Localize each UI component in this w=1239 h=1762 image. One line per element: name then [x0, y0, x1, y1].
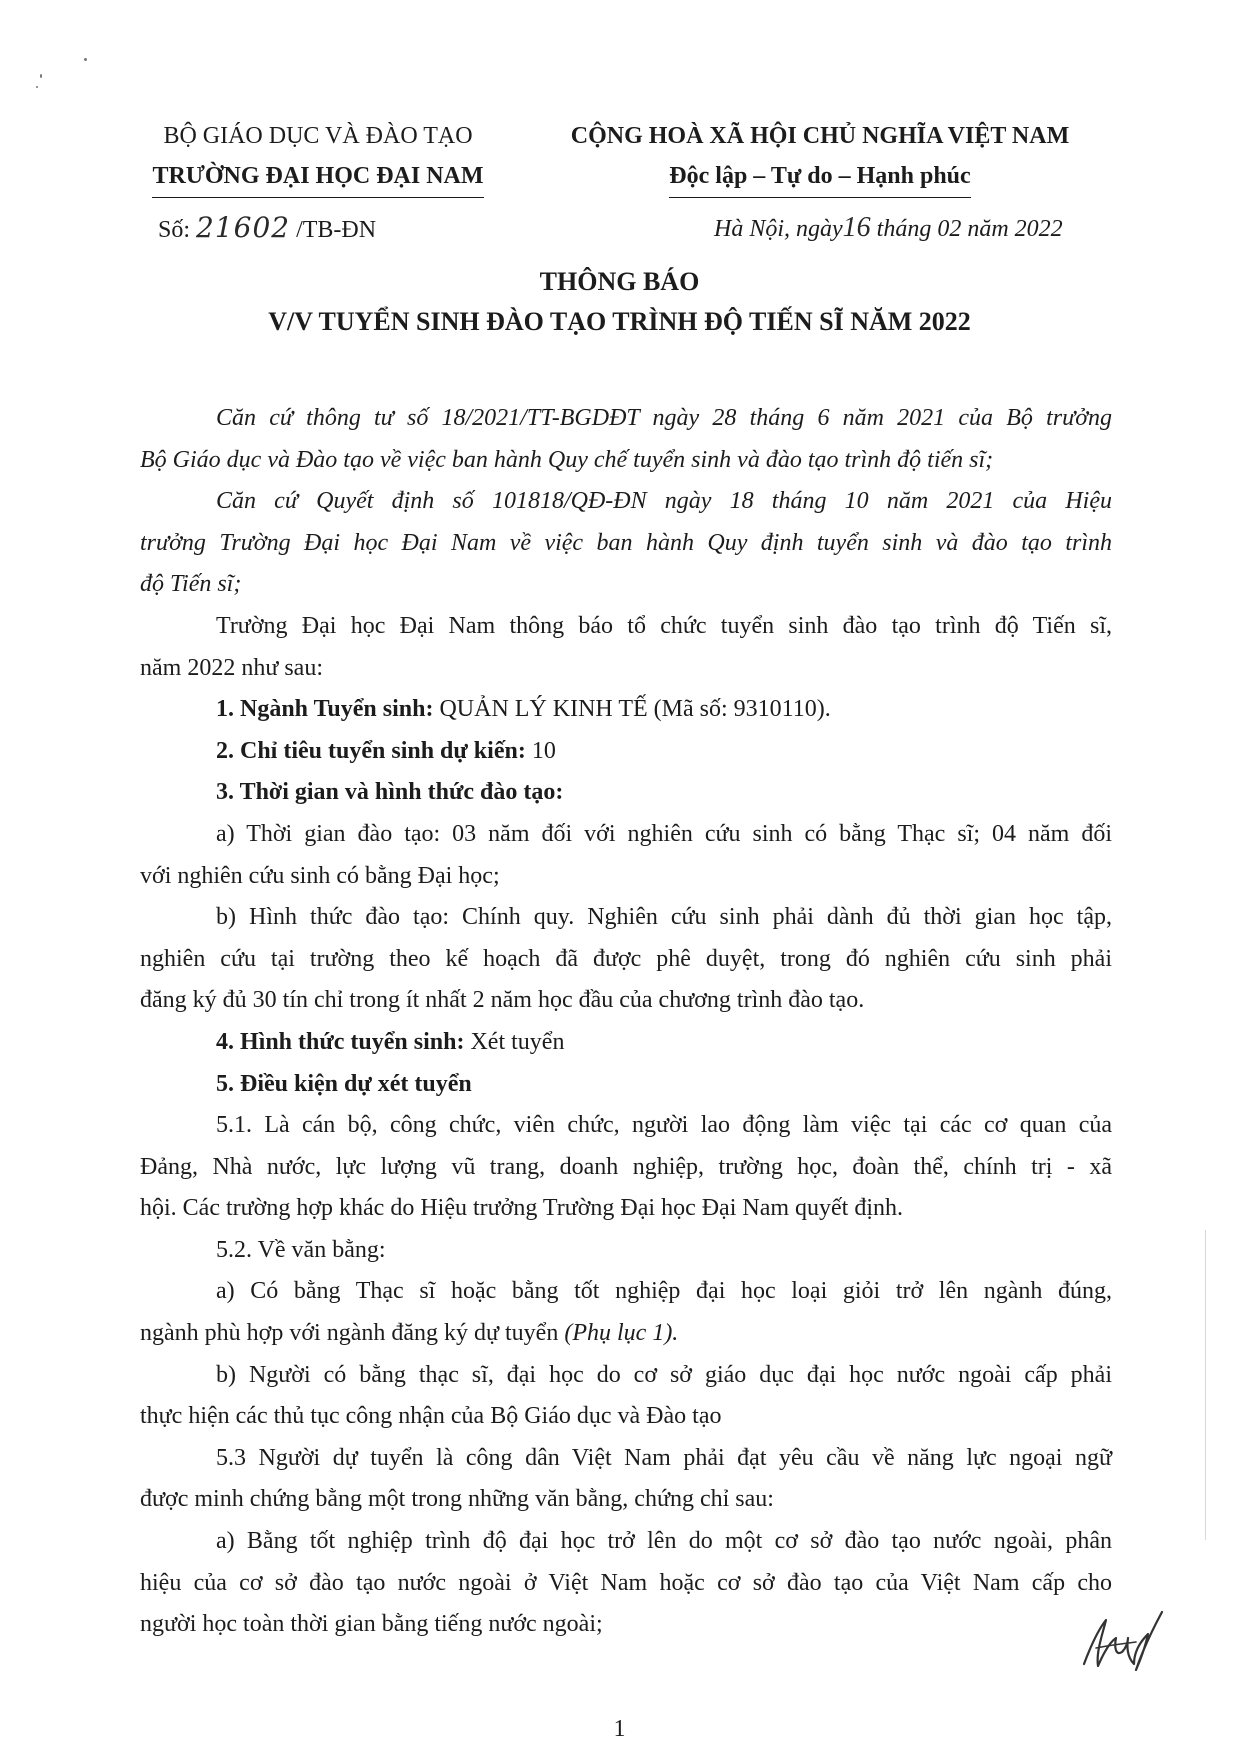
date-prefix: Hà Nội, ngày: [714, 216, 843, 242]
scan-speck: [40, 74, 42, 78]
body-line: người học toàn thời gian bằng tiếng nước ngoài;: [140, 1611, 603, 1638]
body-line: 5.2. Về văn bằng:: [216, 1236, 386, 1263]
body-text: ngành phù hợp với ngành đăng ký dự tuyển: [140, 1320, 565, 1347]
announcement-line: Trường Đại học Đại Nam thông báo tổ chức tuyển sinh đào tạo trình độ Tiến sĩ,: [216, 612, 1112, 639]
document-number: [158, 208, 376, 250]
body-line: được minh chứng bằng một trong những văn bằng, chứng chỉ sau:: [140, 1486, 774, 1513]
section-2: [140, 731, 1112, 773]
section-1-label: 1. Ngành Tuyển sinh:: [216, 696, 434, 723]
body-line: thực hiện các thủ tục công nhận của Bộ Giáo dục và Đào tạo: [140, 1403, 722, 1430]
document-number-suffix: /TB-ĐN: [290, 217, 377, 243]
handwritten-number: 21602: [196, 211, 291, 244]
body-line: [140, 1313, 1112, 1355]
country-name: CỘNG HOÀ XÃ HỘI CHỦ NGHĨA VIỆT NAM: [570, 123, 1070, 149]
section-3-label: 3. Thời gian và hình thức đào tạo:: [216, 779, 564, 806]
section-4-text: Xét tuyển: [464, 1028, 565, 1055]
section-4: [140, 1022, 1112, 1064]
document-title: THÔNG BÁO: [539, 267, 700, 296]
body-line: đăng ký đủ 30 tín chỉ trong ít nhất 2 năm học đầu của chương trình đào tạo.: [140, 987, 865, 1014]
document-number-prefix: Số:: [158, 217, 191, 243]
body-line: 5.1. Là cán bộ, công chức, viên chức, người lao động làm việc tại các cơ quan của: [216, 1112, 1112, 1139]
body-line: 5.3 Người dự tuyển là công dân Việt Nam phải đạt yêu cầu về năng lực ngoại ngữ: [216, 1444, 1112, 1471]
page-number: 1: [613, 1716, 626, 1742]
body-line: hội. Các trường hợp khác do Hiệu trưởng Trường Đại học Đại Nam quyết định.: [140, 1195, 904, 1222]
section-2-text: 10: [525, 737, 556, 764]
scan-speck: [36, 86, 38, 88]
body-line: a) Thời gian đào tạo: 03 năm đối với nghiên cứu sinh có bằng Thạc sĩ; 04 năm đối: [216, 820, 1112, 847]
scan-edge-line: [1205, 1230, 1206, 1540]
preamble-line: Căn cứ Quyết định số 101818/QĐ-ĐN ngày 18 tháng 10 năm 2021 của Hiệu: [216, 488, 1112, 515]
section-2-label: 2. Chỉ tiêu tuyển sinh dự kiến:: [216, 737, 526, 764]
section-4-label: 4. Hình thức tuyển sinh:: [216, 1028, 465, 1055]
issue-date: [714, 208, 1063, 249]
national-heading: [540, 116, 1100, 198]
date-suffix: tháng 02 năm 2022: [870, 216, 1063, 242]
section-1: [140, 689, 1112, 731]
body-line: hiệu của cơ sở đào tạo nước ngoài ở Việt Nam hoặc cơ sở đào tạo của Việt Nam cấp cho: [140, 1569, 1112, 1596]
section-1-text: QUẢN LÝ KINH TẾ (Mã số: 9310110).: [433, 696, 831, 723]
section-3: [140, 772, 1112, 814]
handwritten-day: 16: [842, 212, 871, 243]
body-line: a) Bằng tốt nghiệp trình độ đại học trở lên do một cơ sở đào tạo nước ngoài, phân: [216, 1528, 1112, 1555]
school-name: TRƯỜNG ĐẠI HỌC ĐẠI NAM: [152, 156, 483, 198]
body-line: Đảng, Nhà nước, lực lượng vũ trang, doanh nghiệp, trường học, đoàn thể, chính trị - xã: [140, 1153, 1112, 1180]
national-motto: Độc lập – Tự do – Hạnh phúc: [669, 156, 970, 198]
preamble-line: Bộ Giáo dục và Đào tạo về việc ban hành Quy chế tuyển sinh và đào tạo trình độ tiến sĩ;: [140, 446, 994, 473]
scan-speck: [84, 58, 87, 61]
body-line: b) Người có bằng thạc sĩ, đại học do cơ sở giáo dục đại học nước ngoài cấp phải: [216, 1361, 1112, 1388]
issuer-block: [118, 116, 518, 198]
section-5: [140, 1064, 1112, 1106]
body-line: b) Hình thức đào tạo: Chính quy. Nghiên cứu sinh phải dành đủ thời gian học tập,: [216, 904, 1112, 931]
body-line: a) Có bằng Thạc sĩ hoặc bằng tốt nghiệp đại học loại giỏi trở lên ngành đúng,: [216, 1278, 1112, 1305]
appendix-reference: (Phụ lục 1).: [564, 1320, 679, 1347]
body-line: với nghiên cứu sinh có bằng Đại học;: [140, 862, 500, 889]
announcement-line: năm 2022 như sau:: [140, 654, 323, 681]
preamble-line: độ Tiến sĩ;: [140, 571, 242, 598]
signature-icon: [1076, 1608, 1166, 1674]
preamble-line: Căn cứ thông tư số 18/2021/TT-BGDĐT ngày 28 tháng 6 năm 2021 của Bộ trưởng: [216, 405, 1112, 431]
section-5-label: 5. Điều kiện dự xét tuyển: [216, 1070, 472, 1097]
ministry-name: BỘ GIÁO DỤC VÀ ĐÀO TẠO: [163, 123, 473, 149]
document-body: [140, 398, 1112, 1646]
preamble-line: trưởng Trường Đại học Đại Nam về việc ban hành Quy định tuyển sinh và đào tạo trình: [140, 529, 1112, 556]
body-line: nghiên cứu tại trường theo kế hoạch đã được phê duyệt, trong đó nghiên cứu sinh phải: [140, 945, 1112, 972]
document-subject: V/V TUYỂN SINH ĐÀO TẠO TRÌNH ĐỘ TIẾN SĨ NĂM 2022: [268, 307, 971, 336]
